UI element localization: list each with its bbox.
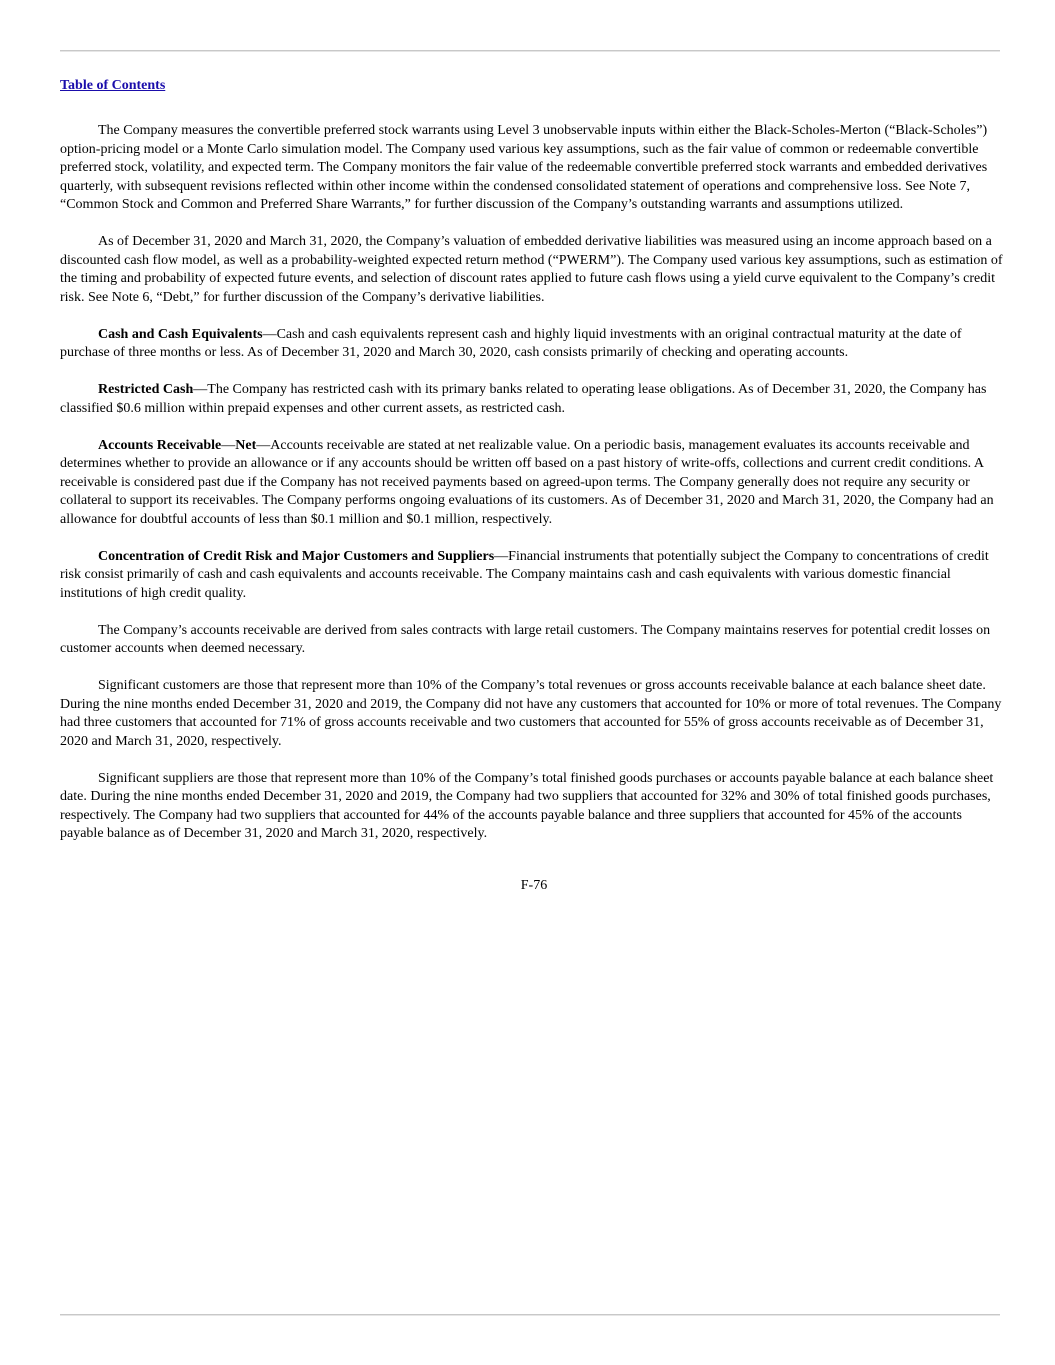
paragraph-text: Significant customers are those that represent more than 10% of the Company’s total revenues or gross accounts receivable balance at each balance sheet date. During the nine months ended December 31, 2020 and 2019, the Company did not have any customers that accounted for 10% or more of total revenues. The Company had three customers that accounted for 71% of gross accounts receivable and two customers that accounted for 55% of gross accounts receivable as of December 31, 2020 and March 31, 2020, respectively. [60, 678, 1002, 749]
paragraph-subheading: Net [235, 437, 257, 453]
paragraph-text: The Company measures the convertible preferred stock warrants using Level 3 unobservable inputs within either the Black-Scholes-Merton (“Black-Scholes”) option-pricing model or a Monte Carlo simulation model. The Company used various key assumptions, such as the fair value of common or redeemable convertible preferred stock, volatility, and expected term. The Company monitors the fair value of the redeemable convertible preferred stock warrants and embedded derivatives quarterly, with subsequent revisions reflected within other income within the condensed consolidated statement of operations and comprehensive loss. See Note 7, “Common Stock and Common and Preferred Share Warrants,” for further discussion of the Company’s outstanding warrants and assumptions utilized. [60, 123, 988, 212]
paragraph-text: Cash and cash equivalents represent cash and highly liquid investments with an original contractual maturity at the date of purchase of three months or less. As of December 31, 2020 and March 30, 2020, cash consists primarily of checking and operating accounts. [60, 326, 962, 360]
em-dash: — [193, 382, 208, 397]
paragraph-accounts-receivable [60, 437, 1008, 530]
em-dash: — [494, 548, 509, 564]
em-dash: — [262, 326, 277, 342]
paragraph-heading: Cash and Cash Equivalents [98, 326, 263, 342]
page-number: F-76 [520, 878, 548, 893]
em-dash: — [221, 437, 236, 453]
paragraph-text: Accounts receivable are stated at net realizable value. On a periodic basis, management evaluates its accounts receivable and determines whether to provide an allowance or if any accounts should be written off based on a past history of write-offs, collections and current credit conditions. A receivable is considered past due if the Company has not received payments based on agreed-upon terms. The Company generally does not require any security or collateral to support its receivables. The Company performs ongoing evaluations of its customers. As of December 31, 2020 and March 31, 2020, the Company had an allowance for doubtful accounts of less than $0.1 million and $0.1 million, respectively. [60, 437, 994, 527]
paragraph-heading: Accounts Receivable [98, 437, 222, 453]
paragraph-credit-risk [60, 548, 1008, 604]
table-of-contents-link[interactable]: Table of Contents [60, 78, 166, 93]
bottom-divider [60, 1314, 1000, 1315]
paragraph-cash-equivalents [60, 326, 1008, 363]
document-body [60, 122, 1008, 862]
paragraph-text: As of December 31, 2020 and March 31, 2020, the Company’s valuation of embedded derivative liabilities was measured using an income approach based on a discounted cash flow model, as well as a probability-weighted expected return method (“PWERM”). The Company used various key assumptions, such as estimation of the timing and probability of expected future events, and selection of discount rates applied to future cash flows using a yield curve equivalent to the Company’s credit risk. See Note 6, “Debt,” for further discussion of the Company’s derivative liabilities. [60, 234, 1003, 305]
em-dash: — [256, 437, 271, 453]
paragraph-receivable-reserves [60, 622, 1008, 659]
paragraph-significant-suppliers [60, 770, 1008, 844]
paragraph-heading: Restricted Cash [98, 382, 194, 397]
paragraph-embedded-derivatives [60, 233, 1008, 307]
paragraph-significant-customers [60, 677, 1008, 751]
paragraph-restricted-cash [60, 381, 1008, 418]
paragraph-text: The Company has restricted cash with its primary banks related to operating lease obligations. As of December 31, 2020, the Company has classified $0.6 million within prepaid expenses and other current assets, as restricted cash. [60, 382, 987, 416]
paragraph-warrant-valuation [60, 122, 1008, 215]
paragraph-heading: Concentration of Credit Risk and Major Customers and Suppliers [98, 548, 495, 564]
paragraph-text: Significant suppliers are those that represent more than 10% of the Company’s total finished goods purchases or accounts payable balance at each balance sheet date. During the nine months ended December 31, 2020 and 2019, the Company had two suppliers that accounted for 32% and 30% of total finished goods purchases, respectively. The Company had two suppliers that accounted for 44% of the accounts payable balance and three suppliers that accounted for 45% of the accounts payable balance as of December 31, 2020 and March 31, 2020, respectively. [60, 770, 994, 841]
paragraph-text: The Company’s accounts receivable are derived from sales contracts with large retail customers. The Company maintains reserves for potential credit losses on customer accounts when deemed necessary. [60, 622, 991, 656]
top-divider [60, 50, 1000, 51]
paragraph-text: Financial instruments that potentially subject the Company to concentrations of credit risk consist primarily of cash and cash equivalents and accounts receivable. The Company maintains cash and cash equivalents with various domestic financial institutions of high credit quality. [60, 548, 989, 601]
